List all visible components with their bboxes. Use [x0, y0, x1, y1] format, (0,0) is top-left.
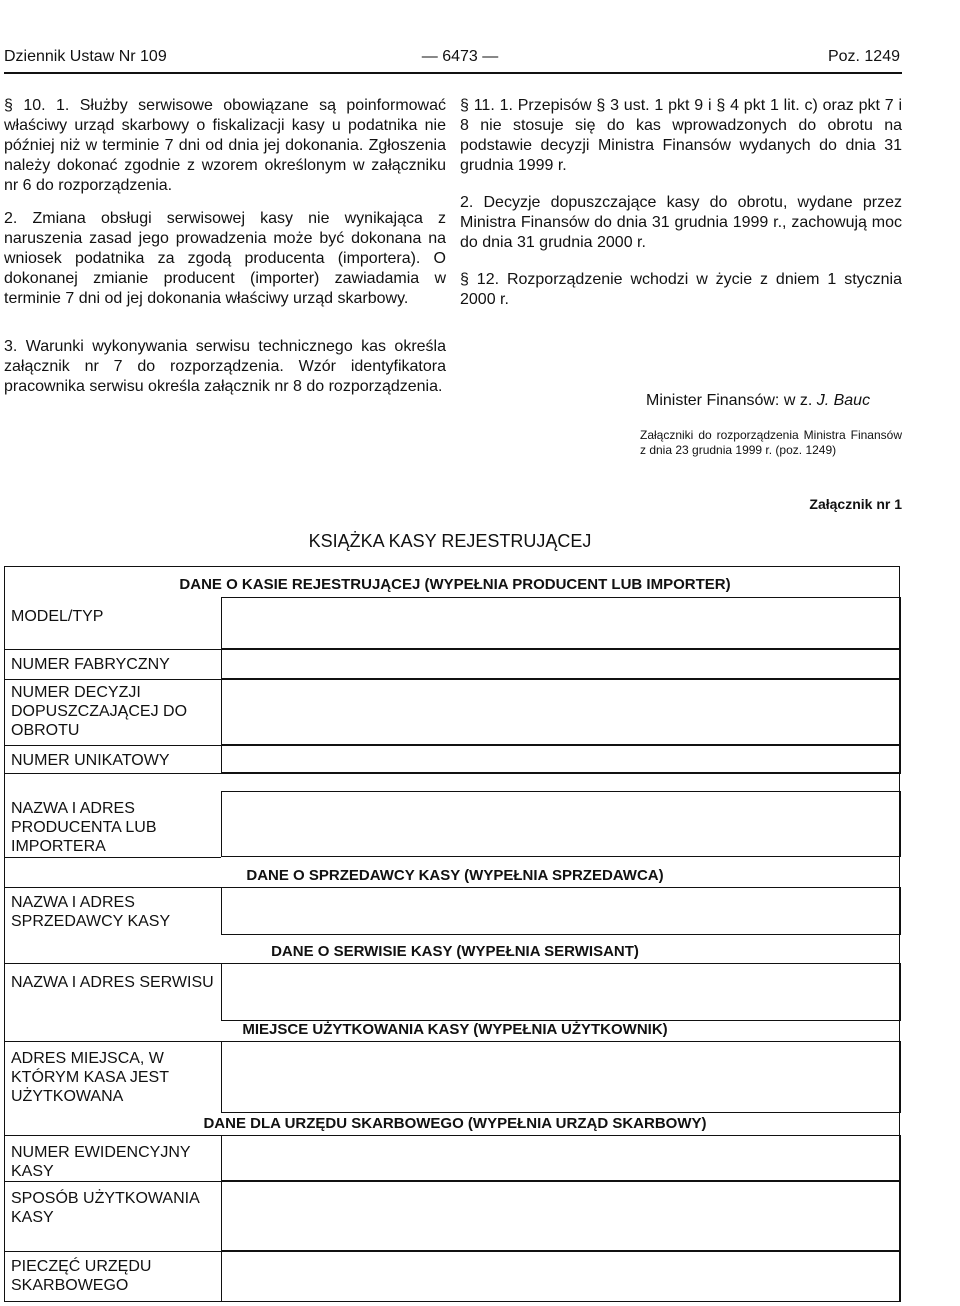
field-serial-number[interactable] [221, 649, 901, 679]
signature-name: J. Bauc [816, 392, 871, 409]
field-seller[interactable] [221, 887, 901, 935]
field-decision-number[interactable] [221, 679, 901, 745]
section-tax-office: DANE DLA URZĘDU SKARBOWEGO (WYPEŁNIA URZĄD SKARBOWY) [203, 1115, 707, 1132]
field-producer[interactable] [221, 791, 901, 857]
paragraph-10-1: § 10. 1. Służby serwisowe obowiązane są poinformować właściwy urząd skarbowy o fiskalizacji kasy u podatnika nie później niż w terminie 7 dni od dnia jej dokonania. Zgłoszenia należy dokonać zgodnie z wzorem określonym w załączniku nr 6 do rozporządzenia. [4, 97, 446, 194]
label-tax-office-stamp: PIECZĘĆ URZĘDU SKARBOWEGO [11, 1258, 152, 1294]
label-registry-number: NUMER EWIDENCYJNY KASY [11, 1144, 191, 1180]
paragraph-11-2: 2. Decyzje dopuszczające kasy do obrotu, wydane przez Ministra Finansów do dnia 31 grudnia 1999 r., zachowują moc do dnia 31 grudnia 2000 r. [460, 194, 902, 251]
field-location[interactable] [221, 1041, 901, 1113]
section-location: MIEJSCE UŻYTKOWANIA KASY (WYPEŁNIA UŻYTKOWNIK) [242, 1021, 668, 1038]
section-service: DANE O SERWISIE KASY (WYPEŁNIA SERWISANT) [271, 943, 639, 960]
field-service[interactable] [221, 963, 901, 1021]
label-decision-number: NUMER DECYZJI DOPUSZCZAJĄCEJ DO OBROTU [11, 684, 188, 739]
paragraph-12: § 12. Rozporządzenie wchodzi w życie z dniem 1 stycznia 2000 r. [460, 271, 902, 308]
journal-title: Dziennik Ustaw Nr 109 [4, 48, 167, 65]
label-model-type: MODEL/TYP [11, 608, 104, 625]
form-title: KSIĄŻKA KASY REJESTRUJĄCEJ [308, 531, 592, 551]
label-serial-number: NUMER FABRYCZNY [11, 656, 170, 673]
label-seller: NAZWA I ADRES SPRZEDAWCY KASY [11, 894, 171, 930]
section-seller: DANE O SPRZEDAWCY KASY (WYPEŁNIA SPRZEDAWCA) [246, 867, 664, 884]
paragraph-10-3: 3. Warunki wykonywania serwisu technicznego kas określa załącznik nr 7 do rozporządzenia. Wzór identyfikatora pracownika serwisu określa załącznik nr 8 do rozporządzenia. [4, 338, 446, 395]
section-cash-register: DANE O KASIE REJESTRUJĄCEJ (WYPEŁNIA PRODUCENT LUB IMPORTER) [179, 576, 731, 593]
label-usage-method: SPOSÓB UŻYTKOWANIA KASY [11, 1190, 199, 1226]
field-usage-method[interactable] [221, 1181, 901, 1251]
label-service: NAZWA I ADRES SERWISU [11, 974, 214, 991]
signature [646, 392, 870, 410]
label-producer: NAZWA I ADRES PRODUCENTA LUB IMPORTERA [11, 800, 157, 855]
header-rule [4, 72, 902, 74]
field-tax-office-stamp[interactable] [221, 1251, 901, 1302]
field-unique-number[interactable] [221, 745, 901, 773]
field-registry-number[interactable] [221, 1135, 901, 1181]
paragraph-10-2: 2. Zmiana obsługi serwisowej kasy nie wynikająca z naruszenia zasad jego prowadzenia może być dokonana na wniosek podatnika za zgodą producenta (importera). O dokonanej zmianie producent (importer) zawiadamia w terminie 7 dni od jej dokonania właściwy urząd skarbowy. [4, 210, 446, 307]
label-location: ADRES MIEJSCA, W KTÓRYM KASA JEST UŻYTKOWANA [11, 1050, 169, 1105]
attachment-number: Załącznik nr 1 [809, 496, 902, 512]
field-model-type[interactable] [221, 597, 901, 649]
paragraph-11-1: § 11. 1. Przepisów § 3 ust. 1 pkt 9 i § 4 pkt 1 lit. c) oraz pkt 7 i 8 nie stosuje się do kas wprowadzonych do obrotu na podstawie decyzji Ministra Finansów wydanych do dnia 31 grudnia 1999 r. [460, 97, 902, 174]
register-book-form [4, 566, 900, 1302]
position-number: Poz. 1249 [827, 48, 900, 65]
signature-prefix: Minister Finansów: w z. [646, 392, 817, 409]
page-number: — 6473 — [421, 48, 499, 65]
attachment-note: Załączniki do rozporządzenia Ministra Finansów z dnia 23 grudnia 1999 r. (poz. 1249) [640, 428, 902, 457]
label-unique-number: NUMER UNIKATOWY [11, 752, 170, 769]
